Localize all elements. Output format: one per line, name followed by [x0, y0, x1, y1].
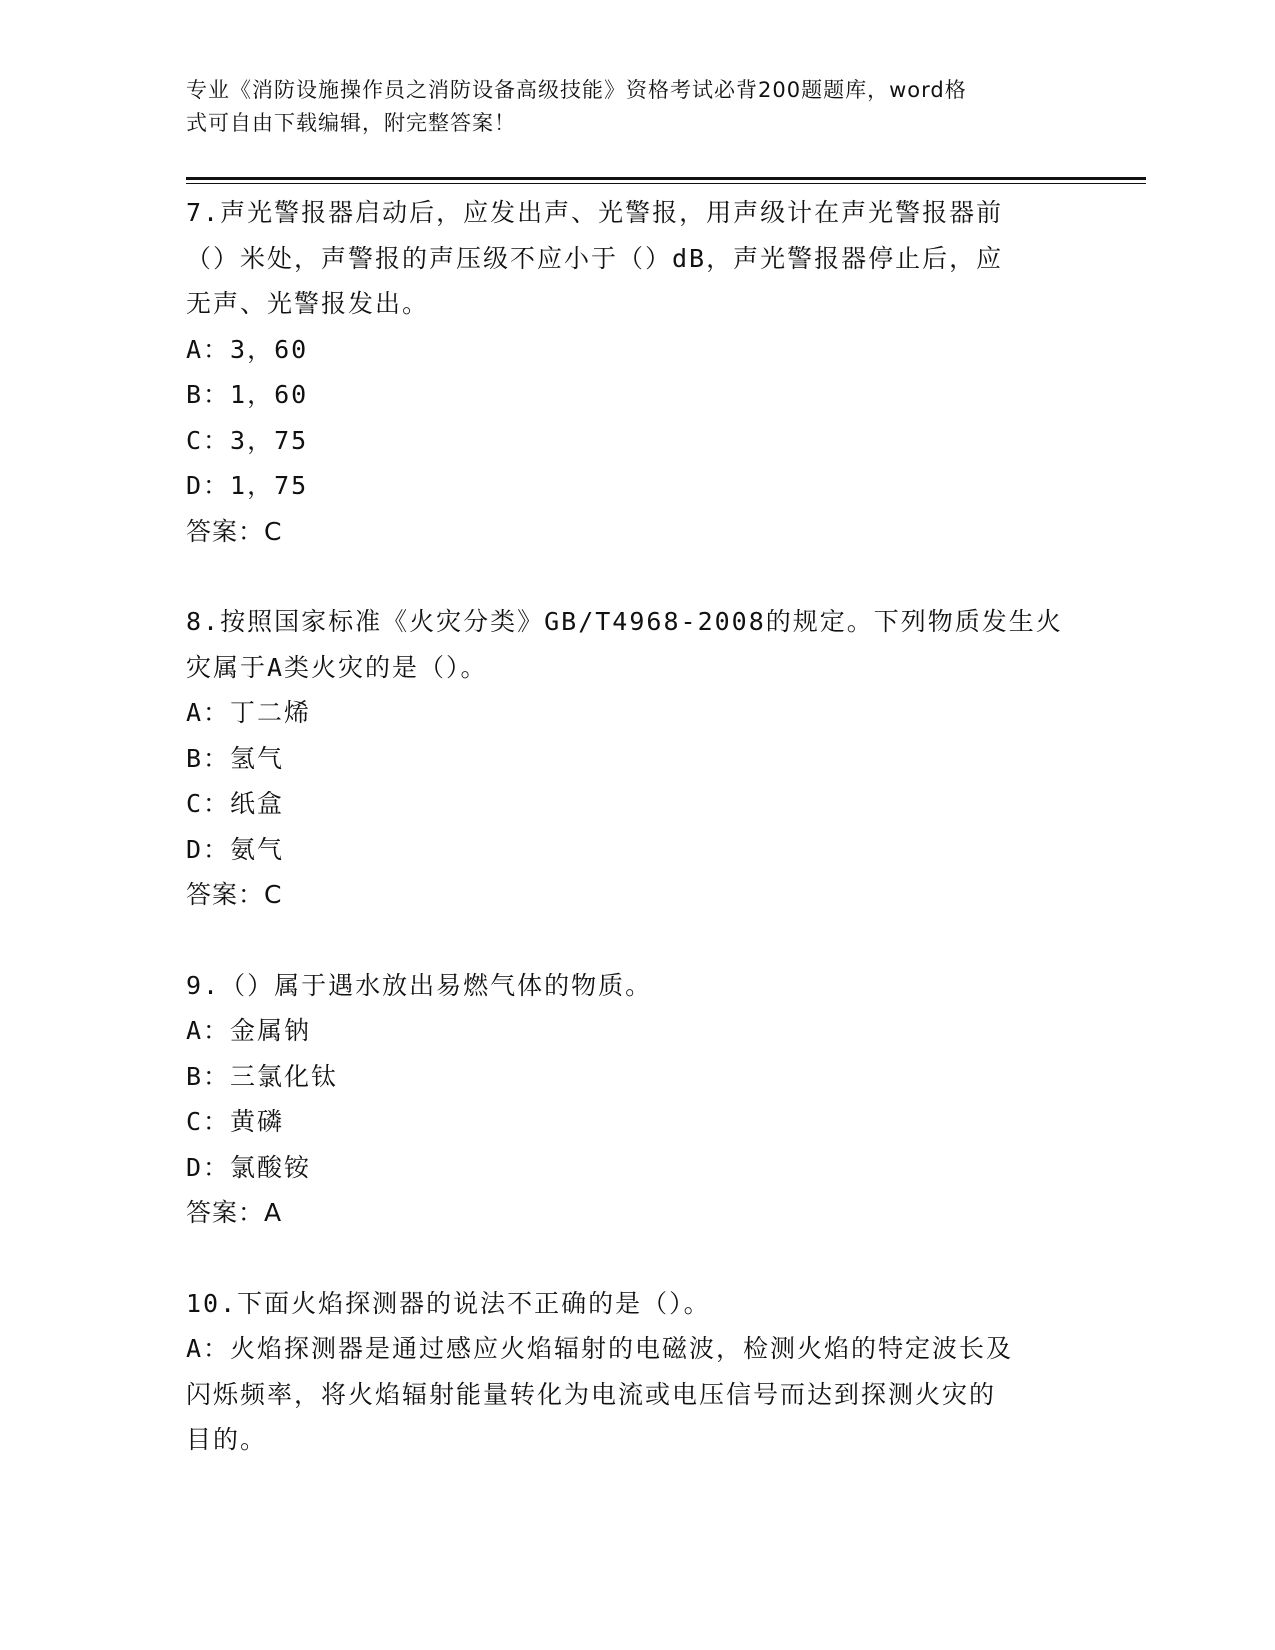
option-a-continued: 目的。	[186, 1425, 268, 1454]
answer-text: 答案：C	[186, 516, 283, 546]
option-d: D：氨气	[186, 834, 285, 864]
question-8	[186, 599, 1086, 918]
header-rule-thin	[186, 183, 1146, 184]
question-stem: 7.声光警报器启动后，应发出声、光警报，用声级计在声光警报器前	[186, 198, 1004, 227]
question-list	[186, 190, 1086, 1463]
option-c: C：3，75	[186, 425, 309, 455]
question-stem: 无声、光警报发出。	[186, 289, 430, 318]
question-stem: 灾属于A类火灾的是（）。	[186, 652, 488, 682]
option-a: A：金属钠	[186, 1016, 312, 1045]
option-b: B：三氯化钛	[186, 1061, 339, 1091]
option-b: B：1，60	[186, 380, 309, 409]
header-rule-thick	[186, 177, 1146, 180]
answer-text: 答案：C	[186, 880, 283, 909]
question-9	[186, 963, 1086, 1236]
option-a: A：丁二烯	[186, 698, 312, 727]
document-header	[186, 74, 1066, 140]
option-c: C：纸盒	[186, 789, 285, 818]
question-stem: 8.按照国家标准《火灾分类》GB/T4968-2008的规定。下列物质发生火	[186, 607, 1063, 636]
question-10	[186, 1281, 1086, 1463]
header-line-1: 专业《消防设施操作员之消防设备高级技能》资格考试必背200题题库，word格	[186, 78, 967, 102]
option-d: D：氯酸铵	[186, 1152, 312, 1182]
question-stem: 10.下面火焰探测器的说法不正确的是（）。	[186, 1288, 711, 1318]
option-a: A：火焰探测器是通过感应火焰辐射的电磁波，检测火焰的特定波长及	[186, 1334, 1014, 1363]
question-stem: 9.（）属于遇水放出易燃气体的物质。	[186, 970, 653, 1000]
header-line-2: 式可自由下载编辑，附完整答案！	[186, 111, 516, 135]
answer-text: 答案：A	[186, 1198, 283, 1227]
option-a-continued: 闪烁频率，将火焰辐射能量转化为电流或电压信号而达到探测火灾的	[186, 1379, 997, 1409]
option-b: B：氢气	[186, 743, 285, 773]
option-d: D：1，75	[186, 471, 309, 500]
question-7	[186, 190, 1086, 554]
option-c: C：黄磷	[186, 1107, 285, 1136]
option-a: A：3，60	[186, 334, 309, 364]
question-stem: （）米处，声警报的声压级不应小于（）dB，声光警报器停止后，应	[186, 243, 1004, 273]
